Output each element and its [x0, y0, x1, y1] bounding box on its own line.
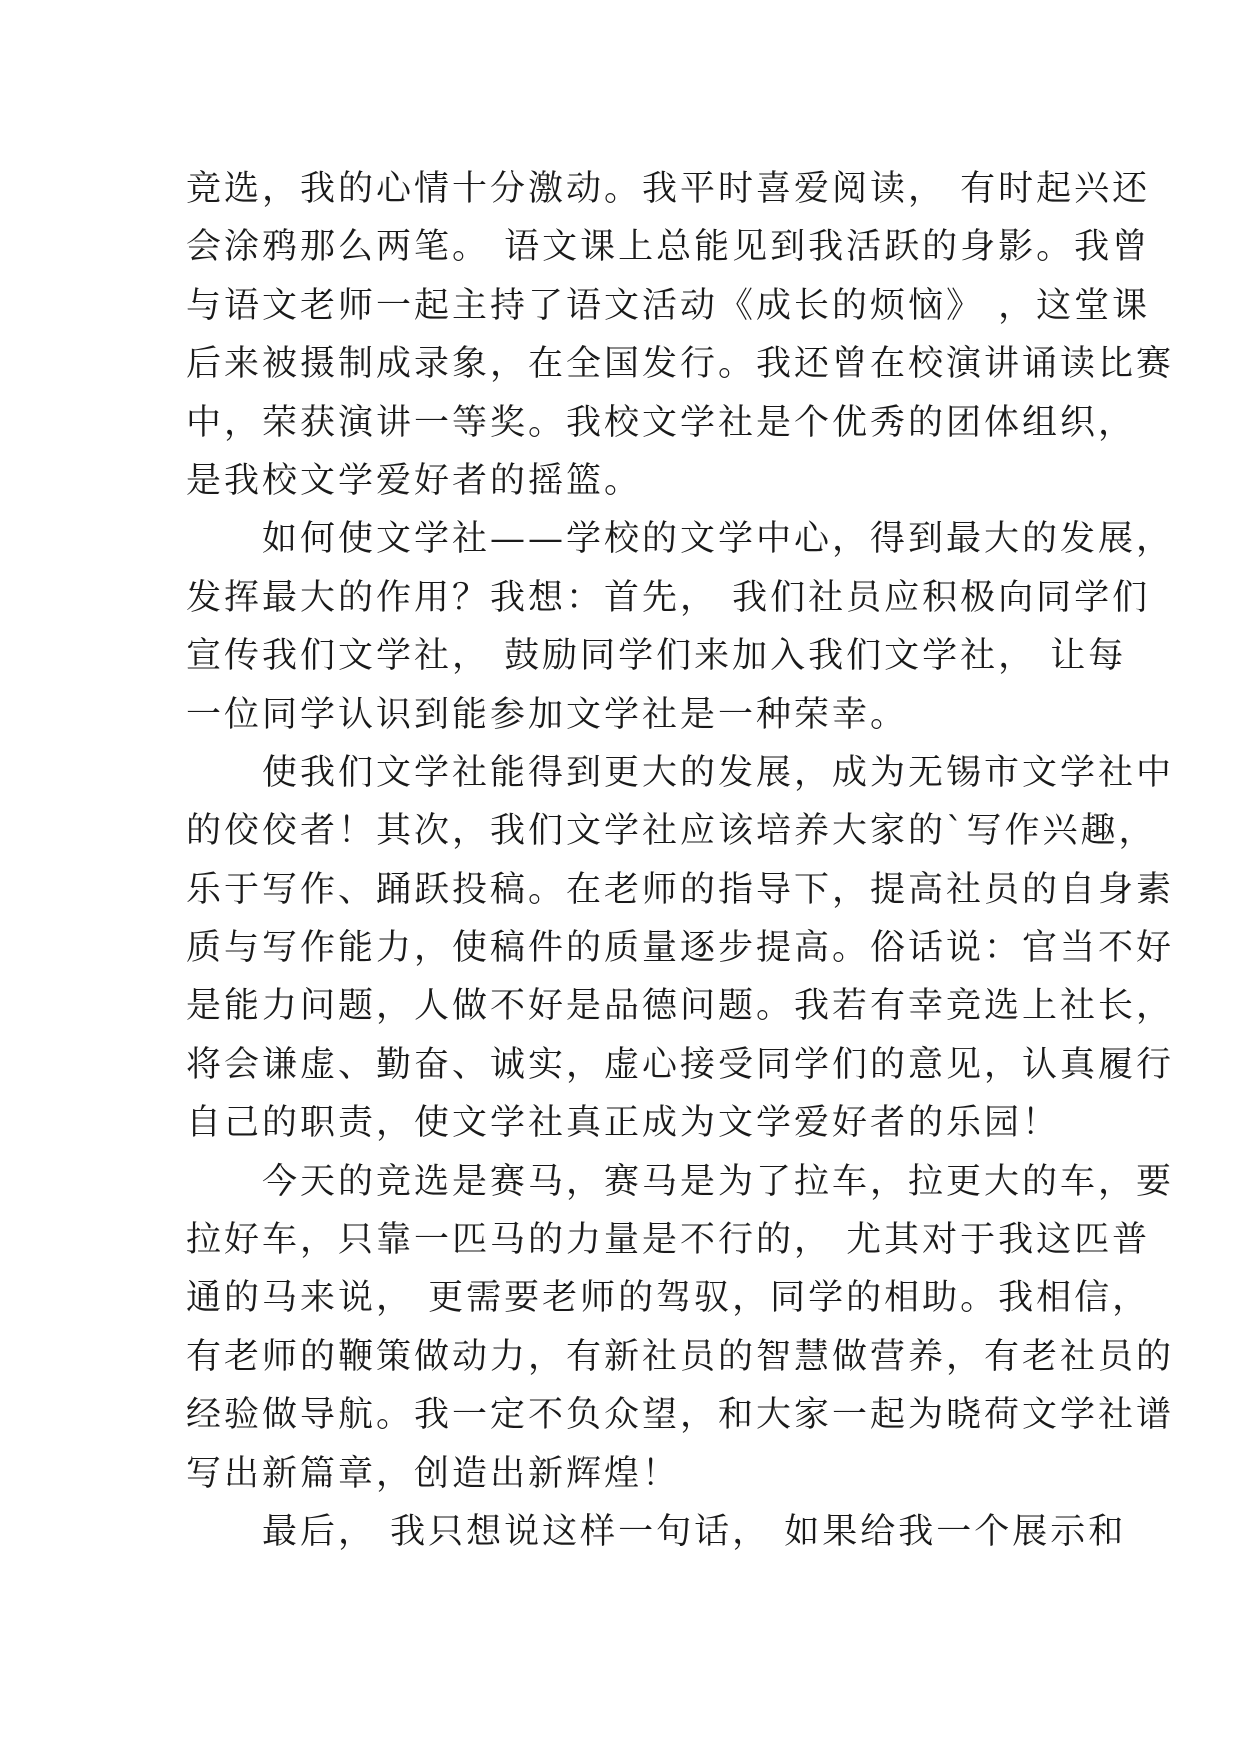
- text-line: 最后， 我只想说这样一句话， 如果给我一个展示和: [186, 1511, 1127, 1552]
- text-line: 乐于写作、踊跃投稿。在老师的指导下，提高社员的自身素: [186, 869, 1175, 910]
- text-line: 经验做导航。我一定不负众望，和大家一起为晓荷文学社谱: [186, 1395, 1175, 1436]
- document-body: [186, 160, 1175, 1561]
- text-line: 自己的职责，使文学社真正成为文学爱好者的乐园！: [186, 1103, 1061, 1144]
- text-line: 有老师的鞭策做动力，有新社员的智慧做营养，有老社员的: [186, 1336, 1175, 1377]
- text-line: 如何使文学社——学校的文学中心，得到最大的发展，: [186, 519, 1175, 560]
- text-line: 发挥最大的作用？我想：首先， 我们社员应积极向同学们: [186, 577, 1151, 618]
- text-line: 与语文老师一起主持了语文活动《成长的烦恼》 ，这堂课: [186, 285, 1151, 326]
- text-line: 后来被摄制成录象，在全国发行。我还曾在校演讲诵读比赛: [186, 344, 1175, 385]
- text-line: 使我们文学社能得到更大的发展，成为无锡市文学社中: [186, 752, 1175, 793]
- text-line: 写出新篇章，创造出新辉煌！: [186, 1453, 681, 1494]
- text-line: 拉好车，只靠一匹马的力量是不行的， 尤其对于我这匹普: [186, 1220, 1151, 1261]
- text-line: 一位同学认识到能参加文学社是一种荣幸。: [186, 694, 909, 735]
- text-line: 质与写作能力，使稿件的质量逐步提高。俗话说：官当不好: [186, 928, 1175, 969]
- text-line: 宣传我们文学社， 鼓励同学们来加入我们文学社， 让每: [186, 636, 1127, 677]
- text-line: 中，荣获演讲一等奖。我校文学社是个优秀的团体组织，: [186, 402, 1137, 443]
- text-line: 是能力问题，人做不好是品德问题。我若有幸竞选上社长，: [186, 986, 1175, 1027]
- text-line: 通的马来说， 更需要老师的驾驭，同学的相助。我相信，: [186, 1278, 1151, 1319]
- text-line: 是我校文学爱好者的摇篮。: [186, 460, 643, 501]
- text-line: 今天的竞选是赛马，赛马是为了拉车，拉更大的车，要: [186, 1161, 1175, 1202]
- text-line: 将会谦虚、勤奋、诚实，虚心接受同学们的意见，认真履行: [186, 1044, 1175, 1085]
- text-line: 竞选，我的心情十分激动。我平时喜爱阅读， 有时起兴还: [186, 169, 1151, 209]
- text-line: 会涂鸦那么两笔。 语文课上总能见到我活跃的身影。我曾: [186, 227, 1151, 268]
- text-line: 的佼佼者！其次，我们文学社应该培养大家的`写作兴趣，: [186, 811, 1157, 852]
